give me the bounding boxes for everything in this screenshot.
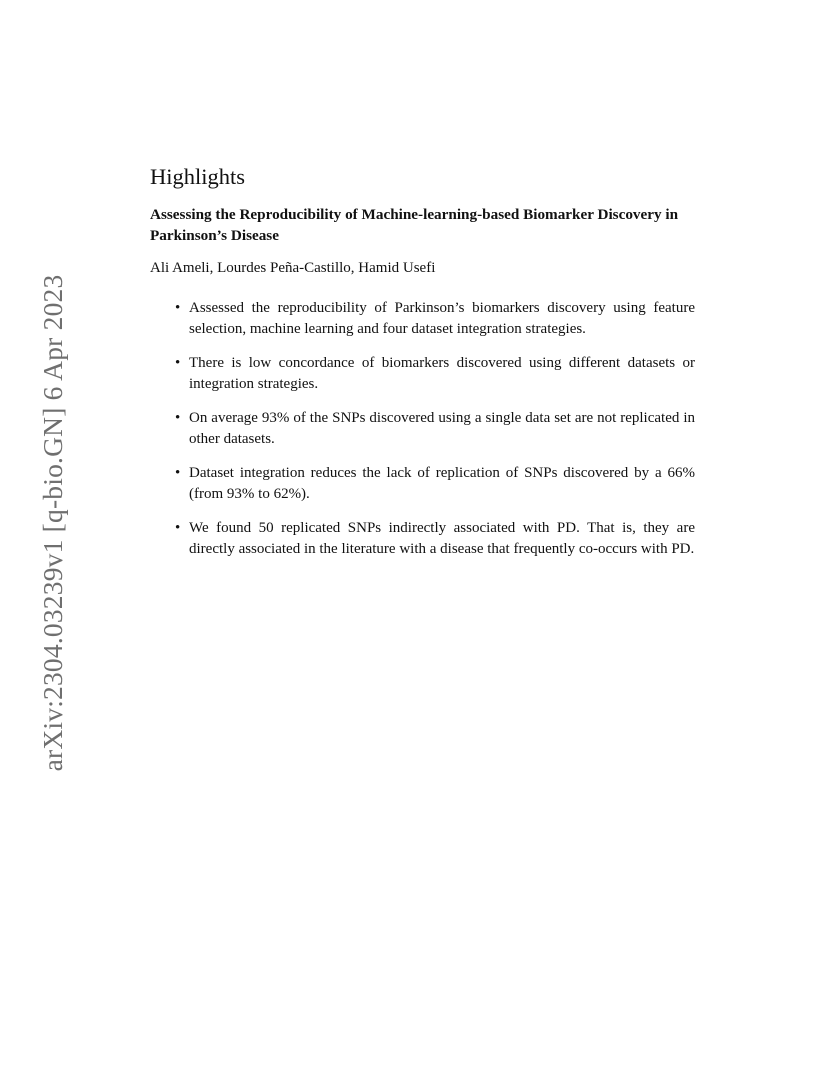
bullet-icon: • (175, 410, 181, 426)
highlight-text: Assessed the reproducibility of Parkinson’s biomarkers discovery using feature selection, machine learning and four dataset integration strategies. (189, 300, 695, 337)
highlight-text: There is low concordance of biomarkers discovered using different datasets or integration strategies. (189, 355, 695, 392)
paper-title: Assessing the Reproducibility of Machine-learning-based Biomarker Discovery in Parkinson’s Disease (150, 206, 679, 244)
highlight-text: Dataset integration reduces the lack of replication of SNPs discovered by a 66% (from 93% to 62%). (189, 465, 695, 502)
highlights-section (150, 163, 695, 573)
author-list: Ali Ameli, Lourdes Peña-Castillo, Hamid Usefi (150, 260, 436, 276)
highlight-item (150, 408, 695, 450)
highlight-item (150, 298, 695, 340)
arxiv-identifier-text: arXiv:2304.03239v1 [q-bio.GN] 6 Apr 2023 (37, 274, 68, 772)
highlights-list (150, 298, 695, 560)
bullet-icon: • (175, 300, 181, 316)
highlight-item (150, 353, 695, 395)
bullet-icon: • (175, 520, 181, 536)
bullet-icon: • (175, 355, 181, 371)
highlight-item (150, 463, 695, 505)
highlight-text: We found 50 replicated SNPs indirectly associated with PD. That is, they are directly associated in the literature with a disease that frequently co-occurs with PD. (189, 520, 695, 557)
highlight-item (150, 518, 695, 560)
section-heading: Highlights (150, 164, 246, 189)
bullet-icon: • (175, 465, 181, 481)
highlight-text: On average 93% of the SNPs discovered using a single data set are not replicated in other datasets. (189, 410, 695, 447)
